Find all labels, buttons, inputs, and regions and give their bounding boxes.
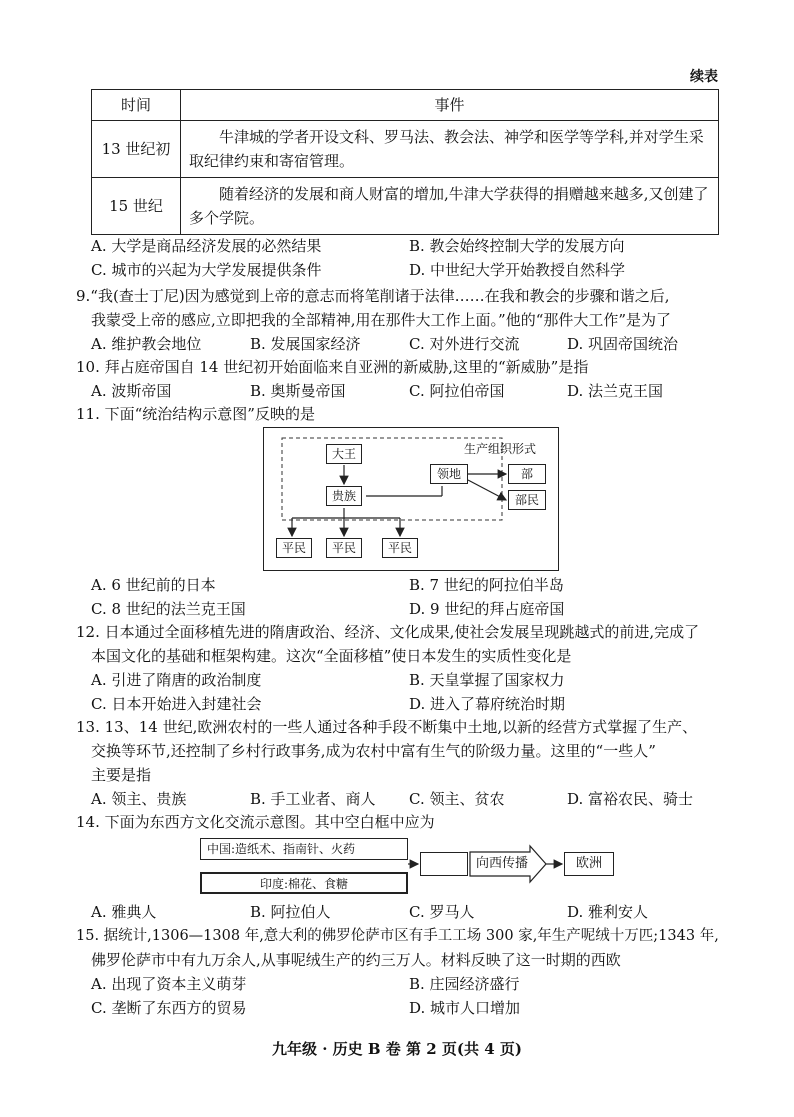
q15-stem-line2: 佛罗伦萨市中有九万余人,从事呢绒生产的约三万人。材料反映了这一时期的西欧 — [91, 951, 621, 969]
bumin-box: 部民 — [508, 490, 546, 510]
table-row — [92, 178, 719, 235]
king-box: 大王 — [326, 444, 362, 464]
blank-answer-box[interactable] — [420, 852, 468, 876]
q14-option-a[interactable]: A. 雅典人 — [91, 903, 157, 921]
q14-option-b[interactable]: B. 阿拉伯人 — [250, 903, 331, 921]
china-inventions-box: 中国:造纸术、指南针、火药 — [200, 838, 408, 860]
q12-option-a[interactable]: A. 引进了隋唐的政治制度 — [91, 671, 262, 689]
europe-box: 欧洲 — [564, 852, 614, 876]
governance-diagram — [263, 427, 559, 571]
q8-option-b[interactable]: B. 教会始终控制大学的发展方向 — [409, 237, 625, 255]
q13-stem-line3: 主要是指 — [91, 766, 152, 784]
table-cell-time: 13 世纪初 — [92, 121, 181, 178]
q8-option-c[interactable]: C. 城市的兴起为大学发展提供条件 — [91, 261, 322, 279]
q14-stem: 14. 下面为东西方文化交流示意图。其中空白框中应为 — [76, 813, 435, 831]
q9-option-b[interactable]: B. 发展国家经济 — [250, 335, 361, 353]
continued-label: 续表 — [690, 69, 718, 85]
q11-option-b[interactable]: B. 7 世纪的阿拉伯半岛 — [409, 576, 564, 594]
q9-option-a[interactable]: A. 维护教会地位 — [91, 335, 202, 353]
page-footer: 九年级 · 历史 B 卷 第 2 页(共 4 页) — [272, 1040, 522, 1058]
table-row — [92, 121, 719, 178]
q13-option-d[interactable]: D. 富裕农民、骑士 — [567, 790, 694, 808]
production-form-label: 生产组织形式 — [464, 442, 537, 456]
q15-option-c[interactable]: C. 垄断了东西方的贸易 — [91, 999, 247, 1017]
q13-option-c[interactable]: C. 领主、贫农 — [409, 790, 505, 808]
table-header-row — [92, 90, 719, 121]
q9-stem-line1: 9.“我(查士丁尼)因为感觉到上帝的意志而将笔削诸于法律……在我和教会的步骤和谐之后, — [76, 287, 670, 305]
q15-option-b[interactable]: B. 庄园经济盛行 — [409, 975, 520, 993]
q10-option-b[interactable]: B. 奥斯曼帝国 — [250, 382, 346, 400]
q10-option-a[interactable]: A. 波斯帝国 — [91, 382, 172, 400]
q11-stem: 11. 下面“统治结构示意图”反映的是 — [76, 405, 315, 423]
q12-stem-line2: 本国文化的基础和框架构建。这次“全面移植”使日本发生的实质性变化是 — [91, 647, 572, 665]
india-goods-box: 印度:棉花、食糖 — [200, 872, 408, 894]
q14-option-d[interactable]: D. 雅利安人 — [567, 903, 649, 921]
commoner-box: 平民 — [382, 538, 418, 558]
noble-box: 贵族 — [326, 486, 362, 506]
q13-stem-line2: 交换等环节,还控制了乡村行政事务,成为农村中富有生气的阶级力量。这里的“一些人” — [91, 742, 656, 760]
commoner-box: 平民 — [276, 538, 312, 558]
q15-option-d[interactable]: D. 城市人口增加 — [409, 999, 521, 1017]
bu-box: 部 — [508, 464, 546, 484]
table-header-time: 时间 — [92, 90, 181, 121]
q12-stem-line1: 12. 日本通过全面移植先进的隋唐政治、经济、文化成果,使社会发展呈现跳越式的前进,完成了 — [76, 623, 700, 641]
q12-option-b[interactable]: B. 天皇掌握了国家权力 — [409, 671, 565, 689]
q12-option-d[interactable]: D. 进入了幕府统治时期 — [409, 695, 566, 713]
territory-box: 领地 — [430, 464, 468, 484]
q10-option-d[interactable]: D. 法兰克王国 — [567, 382, 664, 400]
q15-option-a[interactable]: A. 出现了资本主义萌芽 — [91, 975, 247, 993]
q10-option-c[interactable]: C. 阿拉伯帝国 — [409, 382, 505, 400]
oxford-table — [91, 89, 719, 235]
q11-option-c[interactable]: C. 8 世纪的法兰克王国 — [91, 600, 246, 618]
q13-option-b[interactable]: B. 手工业者、商人 — [250, 790, 376, 808]
q11-option-d[interactable]: D. 9 世纪的拜占庭帝国 — [409, 600, 565, 618]
table-cell-event: 随着经济的发展和商人财富的增加,牛津大学获得的捐赠越来越多,又创建了多个学院。 — [181, 178, 719, 235]
culture-exchange-diagram — [200, 836, 640, 898]
table-cell-time: 15 世纪 — [92, 178, 181, 235]
q9-stem-line2: 我蒙受上帝的感应,立即把我的全部精神,用在那件大工作上面。”他的“那件大工作”是为了 — [91, 311, 672, 329]
q13-stem-line1: 13. 13、14 世纪,欧洲农村的一些人通过各种手段不断集中土地,以新的经营方式掌握了生产、 — [76, 718, 698, 736]
table-header-event: 事件 — [181, 90, 719, 121]
q9-option-c[interactable]: C. 对外进行交流 — [409, 335, 520, 353]
table-cell-event: 牛津城的学者开设文科、罗马法、教会法、神学和医学等学科,并对学生采取纪律约束和寄宿管理。 — [181, 121, 719, 178]
spread-west-label: 向西传播 — [476, 856, 529, 871]
q12-option-c[interactable]: C. 日本开始进入封建社会 — [91, 695, 262, 713]
q11-option-a[interactable]: A. 6 世纪前的日本 — [91, 576, 216, 594]
commoner-box: 平民 — [326, 538, 362, 558]
q9-option-d[interactable]: D. 巩固帝国统治 — [567, 335, 679, 353]
q8-option-d[interactable]: D. 中世纪大学开始教授自然科学 — [409, 261, 626, 279]
q15-stem-line1: 15. 据统计,1306—1308 年,意大利的佛罗伦萨市区有手工工场 300 家,年生产呢绒十万匹;1343 年, — [76, 928, 719, 944]
q13-option-a[interactable]: A. 领主、贵族 — [91, 790, 187, 808]
q14-option-c[interactable]: C. 罗马人 — [409, 903, 475, 921]
q8-option-a[interactable]: A. 大学是商品经济发展的必然结果 — [91, 237, 322, 255]
q10-stem: 10. 拜占庭帝国自 14 世纪初开始面临来自亚洲的新威胁,这里的“新威胁”是指 — [76, 358, 589, 376]
